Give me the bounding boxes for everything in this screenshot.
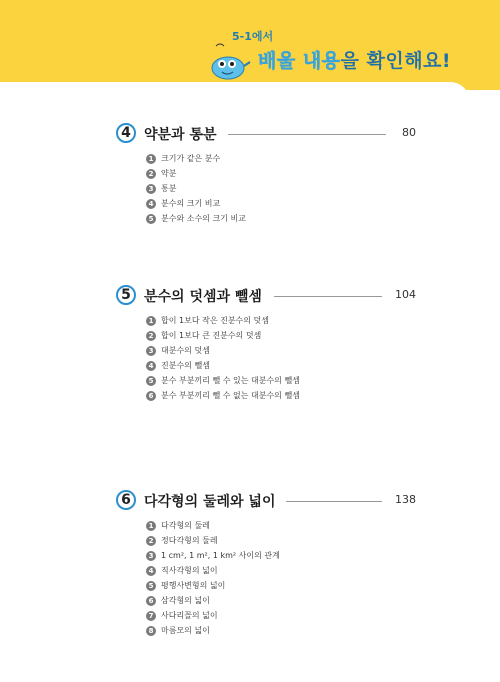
topic-label: 약분 — [161, 169, 177, 178]
chapter-heading[interactable] — [116, 490, 416, 514]
leader-line — [228, 134, 386, 135]
number-bullet: 6 — [146, 596, 156, 606]
leader-line — [286, 501, 382, 502]
list-item[interactable] — [146, 533, 280, 548]
topic-label: 크기가 같은 분수 — [161, 154, 221, 163]
topic-list — [146, 518, 280, 638]
list-item[interactable] — [146, 328, 300, 343]
title-part-2: 을 확인해요! — [340, 50, 452, 72]
list-item[interactable] — [146, 358, 300, 373]
topic-list — [146, 151, 246, 226]
chapter-4 — [116, 123, 416, 223]
number-bullet: 3 — [146, 184, 156, 194]
number-bullet: 4 — [146, 361, 156, 371]
list-item[interactable] — [146, 313, 300, 328]
chapter-title: 분수의 덧셈과 뺄셈 — [144, 289, 262, 305]
number-bullet: 2 — [146, 331, 156, 341]
number-bullet: 3 — [146, 346, 156, 356]
topic-label: 합이 1보다 작은 진분수의 덧셈 — [161, 316, 269, 325]
list-item[interactable] — [146, 548, 280, 563]
topic-label: 합이 1보다 큰 진분수의 덧셈 — [161, 331, 262, 340]
list-item[interactable] — [146, 196, 246, 211]
topic-list — [146, 313, 300, 403]
number-bullet: 7 — [146, 611, 156, 621]
topic-label: 삼각형의 넓이 — [161, 596, 210, 605]
number-bullet: 1 — [146, 316, 156, 326]
chapter-page: 80 — [402, 126, 416, 139]
chapter-number: 6 — [116, 490, 136, 510]
list-item[interactable] — [146, 343, 300, 358]
number-bullet: 4 — [146, 566, 156, 576]
list-item[interactable] — [146, 151, 246, 166]
page-title — [258, 46, 451, 73]
list-item[interactable] — [146, 166, 246, 181]
chapter-5 — [116, 285, 416, 400]
topic-label: 분수의 크기 비교 — [161, 199, 221, 208]
chapter-number: 5 — [116, 285, 136, 305]
list-item[interactable] — [146, 518, 280, 533]
number-bullet: 2 — [146, 536, 156, 546]
list-item[interactable] — [146, 593, 280, 608]
number-bullet: 5 — [146, 214, 156, 224]
topic-label: 직사각형의 넓이 — [161, 566, 218, 575]
list-item[interactable] — [146, 608, 280, 623]
list-item[interactable] — [146, 373, 300, 388]
list-item[interactable] — [146, 563, 280, 578]
topic-label: 분수 부분끼리 뺄 수 있는 대분수의 뺄셈 — [161, 376, 300, 385]
list-item[interactable] — [146, 181, 246, 196]
topic-label: 대분수의 덧셈 — [161, 346, 210, 355]
number-bullet: 8 — [146, 626, 156, 636]
chapter-heading[interactable] — [116, 123, 416, 147]
chapter-title: 약분과 통분 — [144, 127, 217, 143]
number-bullet: 6 — [146, 391, 156, 401]
number-bullet: 2 — [146, 169, 156, 179]
number-bullet: 1 — [146, 521, 156, 531]
list-item[interactable] — [146, 623, 280, 638]
topic-label: 마름모의 넓이 — [161, 626, 210, 635]
header-curve — [0, 82, 470, 102]
chapter-title: 다각형의 둘레와 넓이 — [144, 494, 276, 510]
header-subtitle: 5-1에서 — [232, 30, 274, 43]
chapter-page: 104 — [395, 288, 416, 301]
chapter-6 — [116, 490, 416, 635]
chapter-heading[interactable] — [116, 285, 416, 309]
number-bullet: 3 — [146, 551, 156, 561]
number-bullet: 5 — [146, 581, 156, 591]
chapter-page: 138 — [395, 493, 416, 506]
topic-label: 평행사변형의 넓이 — [161, 581, 226, 590]
title-part-1: 배울 내용 — [258, 50, 341, 72]
list-item[interactable] — [146, 211, 246, 226]
chapter-number: 4 — [116, 123, 136, 143]
list-item[interactable] — [146, 578, 280, 593]
number-bullet: 5 — [146, 376, 156, 386]
number-bullet: 4 — [146, 199, 156, 209]
topic-label: 정다각형의 둘레 — [161, 536, 218, 545]
number-bullet: 1 — [146, 154, 156, 164]
topic-label: 분수 부분끼리 뺄 수 없는 대분수의 뺄셈 — [161, 391, 300, 400]
leader-line — [274, 296, 382, 297]
topic-label: 사다리꼴의 넓이 — [161, 611, 218, 620]
list-item[interactable] — [146, 388, 300, 403]
topic-label: 진분수의 뺄셈 — [161, 361, 210, 370]
topic-label: 통분 — [161, 184, 177, 193]
topic-label: 1 cm², 1 m², 1 km² 사이의 관계 — [161, 551, 280, 560]
topic-label: 분수와 소수의 크기 비교 — [161, 214, 246, 223]
topic-label: 다각형의 둘레 — [161, 521, 210, 530]
mascot-icon — [204, 42, 254, 82]
